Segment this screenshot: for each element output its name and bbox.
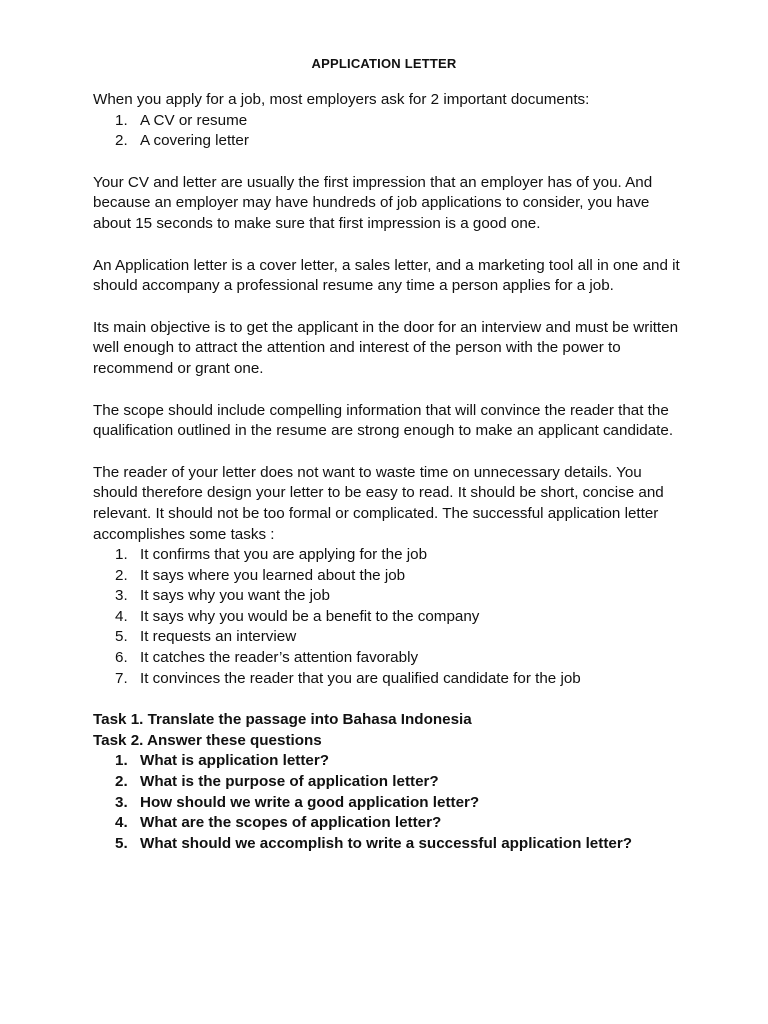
task-2-heading: Task 2. Answer these questions xyxy=(93,731,322,749)
list-item xyxy=(93,131,683,152)
tasks-list xyxy=(93,545,683,689)
list-item xyxy=(93,586,683,607)
list-item xyxy=(93,648,683,669)
question-text: What is the purpose of application letter? xyxy=(140,773,439,791)
list-number: 2. xyxy=(115,566,128,584)
list-number: 5. xyxy=(115,628,128,646)
list-item-text: It says why you would be a benefit to the company xyxy=(140,607,480,625)
list-number: 1. xyxy=(115,752,128,770)
list-item-text: It requests an interview xyxy=(140,628,297,646)
paragraph-reader: The reader of your letter does not want to waste time on unnecessary details. You should therefore design your letter to be easy to read. It should be short, concise and relevant. It should not be too formal or complicated. The successful application letter accomplishes some tasks : xyxy=(93,463,664,543)
list-number: 3. xyxy=(115,793,128,811)
list-item-text: It says why you want the job xyxy=(140,587,330,605)
list-item xyxy=(93,111,683,132)
list-item xyxy=(93,545,683,566)
list-item xyxy=(93,607,683,628)
list-number: 2. xyxy=(115,773,128,791)
list-item xyxy=(93,772,683,793)
questions-list xyxy=(93,751,683,854)
question-text: What are the scopes of application letter? xyxy=(140,814,442,832)
list-item-text: It catches the reader’s attention favorably xyxy=(140,649,419,667)
list-item xyxy=(93,834,683,855)
paragraph-first-impression: Your CV and letter are usually the first impression that an employer has of you. And because an employer may have hundreds of job applications to consider, you have about 15 seconds to make sure that first impression is a good one. xyxy=(93,173,653,232)
list-item xyxy=(93,793,683,814)
list-number: 5. xyxy=(115,834,128,852)
list-item-text: It confirms that you are applying for the job xyxy=(140,546,428,564)
list-item xyxy=(93,566,683,587)
documents-list xyxy=(93,111,683,152)
intro-paragraph: When you apply for a job, most employers ask for 2 important documents: xyxy=(93,91,590,108)
list-number: 1. xyxy=(115,111,128,129)
list-item-text: A CV or resume xyxy=(140,111,248,129)
paragraph-scope: The scope should include compelling information that will convince the reader that the qualification outlined in the resume are strong enough to make an applicant candidate. xyxy=(93,401,674,440)
paragraph-objective: Its main objective is to get the applicant in the door for an interview and must be written well enough to attract the attention and interest of the person with the power to recommend or grant one. xyxy=(93,318,679,377)
question-text: How should we write a good application letter? xyxy=(140,793,480,811)
list-number: 7. xyxy=(115,669,128,687)
list-item xyxy=(93,813,683,834)
list-item-text: A covering letter xyxy=(140,132,249,150)
list-number: 4. xyxy=(115,814,128,832)
list-item xyxy=(93,669,683,690)
question-text: What should we accomplish to write a successful application letter? xyxy=(140,834,633,852)
list-item xyxy=(93,751,683,772)
page-title: APPLICATION LETTER xyxy=(311,56,457,71)
list-number: 3. xyxy=(115,587,128,605)
question-text: What is application letter? xyxy=(140,752,330,770)
list-item-text: It says where you learned about the job xyxy=(140,566,406,584)
list-item xyxy=(93,627,683,648)
document-body xyxy=(93,90,683,854)
paragraph-definition: An Application letter is a cover letter, a sales letter, and a marketing tool all in one and it should accompany a professional resume any time a person applies for a job. xyxy=(93,256,680,295)
list-number: 2. xyxy=(115,132,128,150)
list-number: 6. xyxy=(115,649,128,667)
list-number: 4. xyxy=(115,607,128,625)
list-number: 1. xyxy=(115,546,128,564)
task-1-heading: Task 1. Translate the passage into Bahasa Indonesia xyxy=(93,711,472,729)
list-item-text: It convinces the reader that you are qualified candidate for the job xyxy=(140,669,581,687)
